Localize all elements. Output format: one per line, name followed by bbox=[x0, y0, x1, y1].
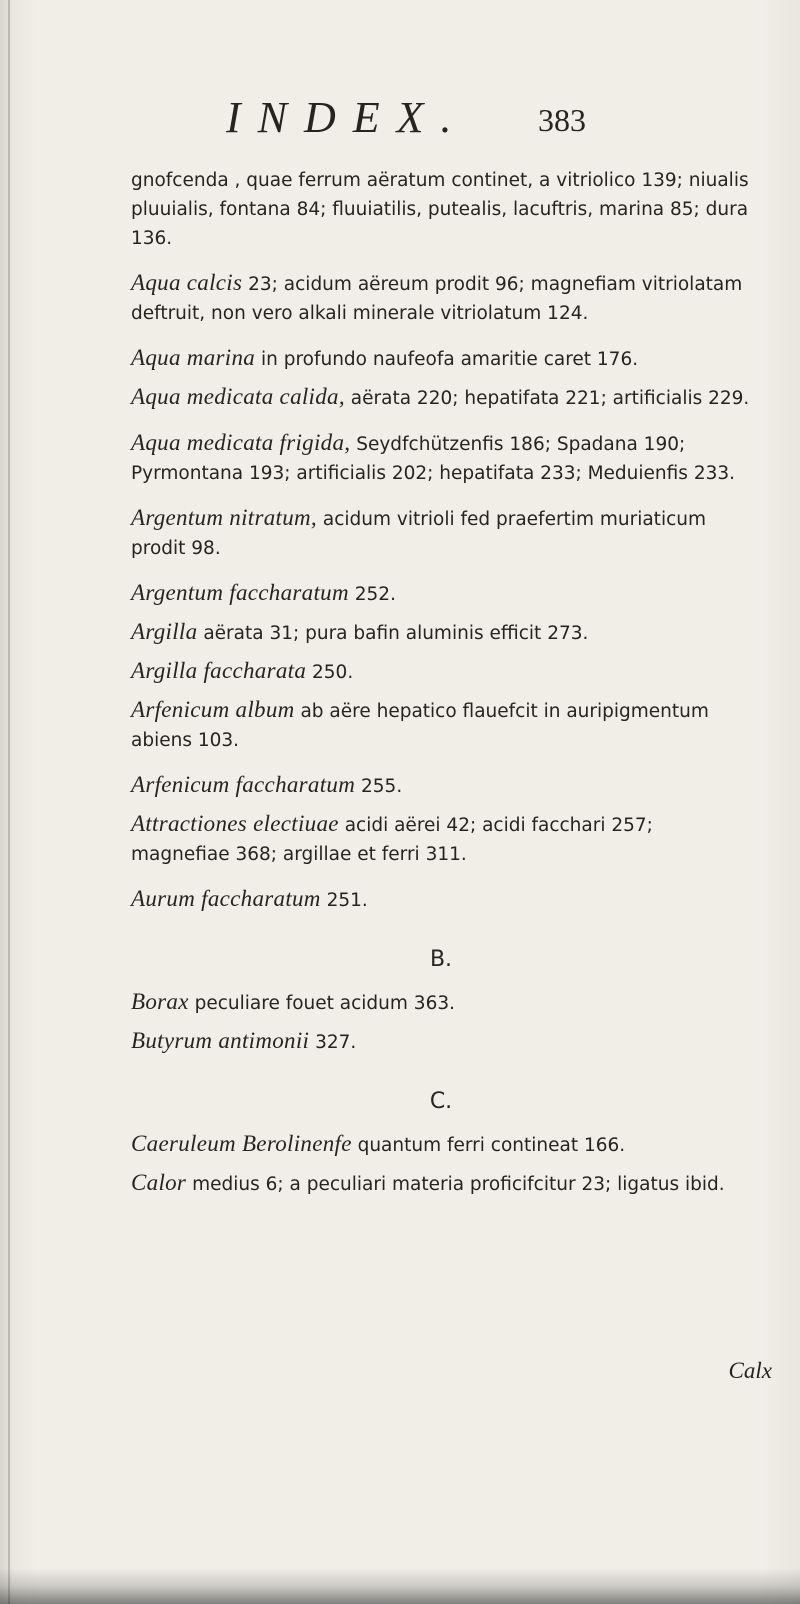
entry-headword: Aqua marina bbox=[131, 345, 256, 370]
page-edge-shadow bbox=[0, 1568, 800, 1604]
index-entry bbox=[131, 884, 751, 915]
entry-headword: Argilla bbox=[131, 619, 198, 644]
entry-headword: Argilla faccharata bbox=[131, 658, 307, 683]
entry-headword: Caeruleum Berolinenfe bbox=[131, 1131, 352, 1156]
entry-text: acidum vitrioli fed praefertim muriaticum prodit 98. bbox=[131, 509, 706, 559]
index-entry bbox=[131, 695, 751, 755]
entry-text: 255. bbox=[361, 776, 403, 797]
header-title: INDEX. bbox=[226, 93, 469, 142]
entry-headword: Borax bbox=[131, 989, 189, 1014]
entry-text: acidi aërei 42; acidi facchari 257; magnefiae 368; argillae et ferri 311. bbox=[131, 815, 653, 865]
index-entry bbox=[131, 268, 751, 328]
entry-headword: Attractiones electiuae bbox=[131, 811, 339, 836]
entry-headword: Calor bbox=[131, 1170, 187, 1195]
entry-headword: Argentum faccharatum bbox=[131, 580, 349, 605]
index-entry bbox=[131, 166, 751, 253]
entry-text: in profundo naufeofa amaritie caret 176. bbox=[260, 349, 639, 370]
entry-headword: Aqua medicata calida, bbox=[131, 384, 345, 409]
entry-text: 23; acidum aëreum prodit 96; magnefiam vitriolatam deftruit, non vero alkali minerale vitriolatum 124. bbox=[131, 274, 743, 324]
entry-text: 327. bbox=[315, 1032, 357, 1053]
entry-text: Seydfchützenfis 186; Spadana 190; Pyrmontana 193; artificialis 202; hepatifata 233; Meduienfis 233. bbox=[131, 434, 736, 484]
index-entry bbox=[131, 617, 751, 648]
entry-headword: Aurum faccharatum bbox=[131, 886, 321, 911]
catchword: Calx bbox=[728, 1358, 772, 1383]
binding-gutter bbox=[8, 0, 10, 1604]
index-content bbox=[131, 166, 751, 1214]
index-entry bbox=[131, 1026, 751, 1057]
index-entry bbox=[131, 343, 751, 374]
entry-text: medius 6; a peculiari materia proficifcitur 23; ligatus ibid. bbox=[192, 1174, 725, 1195]
entry-text: 250. bbox=[312, 662, 354, 683]
running-header bbox=[226, 92, 586, 144]
entry-text: gnofcenda , quae ferrum aëratum continet, a vitriolico 139; niualis pluuialis, fontana 84; fluuiatilis, putealis, lacuftris, marina 85; dura 136. bbox=[131, 170, 749, 249]
index-entry bbox=[131, 382, 751, 413]
index-entry bbox=[131, 1129, 751, 1160]
index-entry bbox=[131, 656, 751, 687]
section-letter-b: B. bbox=[429, 947, 453, 972]
entry-text: ab aëre hepatico flauefcit in auripigmentum abiens 103. bbox=[131, 701, 709, 751]
index-entry bbox=[131, 1168, 751, 1199]
index-entry bbox=[131, 578, 751, 609]
entry-text: aërata 31; pura bafin aluminis efficit 273. bbox=[203, 623, 589, 644]
entry-headword: Aqua medicata frigida, bbox=[131, 430, 351, 455]
entry-text: peculiare fouet acidum 363. bbox=[194, 993, 455, 1014]
index-entry bbox=[131, 809, 751, 869]
index-entry bbox=[131, 428, 751, 488]
entry-headword: Arfenicum faccharatum bbox=[131, 772, 356, 797]
page-number: 383 bbox=[538, 102, 586, 138]
entry-headword: Argentum nitratum, bbox=[131, 505, 317, 530]
entry-headword: Arfenicum album bbox=[131, 697, 295, 722]
entry-headword: Aqua calcis bbox=[131, 270, 243, 295]
index-entry bbox=[131, 770, 751, 801]
index-entry bbox=[131, 987, 751, 1018]
entry-text: 251. bbox=[326, 890, 368, 911]
entry-headword: Butyrum antimonii bbox=[131, 1028, 310, 1053]
index-entry bbox=[131, 503, 751, 563]
entry-text: aërata 220; hepatifata 221; artificialis 229. bbox=[350, 388, 750, 409]
entry-text: quantum ferri contineat 166. bbox=[357, 1135, 626, 1156]
entry-text: 252. bbox=[354, 584, 396, 605]
section-letter-c: C. bbox=[429, 1089, 453, 1114]
